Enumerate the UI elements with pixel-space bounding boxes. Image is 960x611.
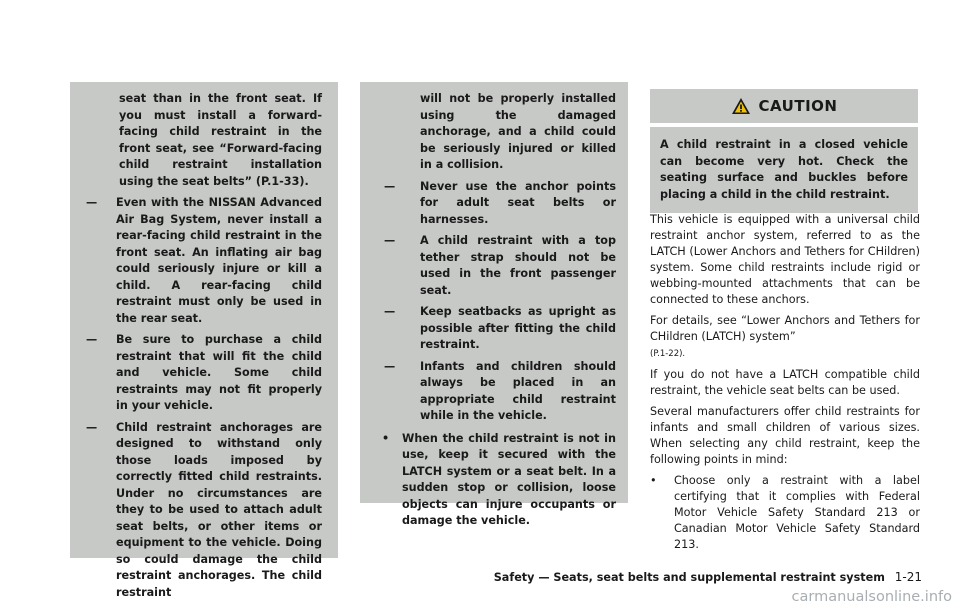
body-paragraph: Several manufacturers offer child restraints for infants and small children of various sizes. When selecting any child restraint, keep the following points in mind: — [650, 405, 920, 466]
warning-item-text: Child restraint anchorages are designed to withstand only those loads imposed by correctly fitted child restraints. Under no circumstances are they to be used to attach adult seat belts, or other items or equipment to the vehicle. Doing so could damage the child restraint anchorages. The child restraint — [116, 420, 322, 599]
page-number: 1-21 — [894, 570, 922, 584]
warning-triangle-icon — [731, 97, 751, 115]
dash-marker: — — [86, 196, 98, 209]
dash-marker: — — [384, 179, 396, 193]
body-paragraph: If you do not have a LATCH compatible child restraint, the vehicle seat belts can be used. — [650, 368, 920, 397]
warning-dash-item — [86, 195, 322, 327]
dash-marker: — — [86, 333, 98, 346]
warning-item-text: Never use the anchor points for adult seat belts or harnesses. — [420, 179, 616, 226]
warning-dash-item — [86, 332, 322, 415]
warning-panel-middle — [360, 82, 628, 527]
warning-item-text: Infants and children should always be placed in an appropriate child restraint while in the vehicle. — [420, 359, 616, 422]
warning-dash-item — [372, 179, 616, 229]
warning-item-text: Keep seatbacks as upright as possible after fitting the child restraint. — [420, 305, 616, 351]
warning-dash-item — [86, 420, 322, 602]
warning-dash-item — [372, 359, 616, 425]
watermark-text: carmanualsonline.info — [791, 589, 952, 605]
caution-body — [650, 127, 918, 213]
page-reference: (P.1-22). — [650, 349, 686, 359]
warning-panel-left — [70, 82, 338, 599]
caution-title: CAUTION — [758, 97, 838, 115]
warning-dash-item — [372, 304, 616, 354]
caution-header — [650, 89, 918, 123]
warning-continuation-text: seat than in the front seat. If you must install a forward-facing child restraint in the front seat, see “Forward-facing child restraint installation using the seat belts” (P.1-33). — [119, 92, 322, 188]
warning-continuation-text: will not be properly installed using the damaged anchorage, and a child could be seriously injured or killed in a collision. — [420, 92, 616, 171]
warning-bullet-item — [372, 431, 616, 530]
body-paragraph: This vehicle is equipped with a universal child restraint anchor system, referred to as the LATCH (Lower Anchors and Tethers for CHildren) system. Some child restraints include rigid or webbing-mounted attachments that can be connected to these anchors. — [650, 213, 920, 306]
dash-marker: — — [384, 359, 396, 373]
body-text-column — [650, 212, 920, 553]
body-bullet-text: Choose only a restraint with a label certifying that it complies with Federal Motor Vehicle Safety Standard 213 or Canadian Motor Vehicle Safety Standard 213. — [674, 474, 920, 551]
caution-block — [650, 89, 918, 213]
dash-marker: — — [384, 234, 396, 247]
warning-item-text: Be sure to purchase a child restraint that will fit the child and vehicle. Some child restraints may not fit properly in your vehicle. — [116, 333, 322, 412]
warning-dash-item — [372, 233, 616, 299]
page-footer — [494, 570, 922, 584]
caution-text: A child restraint in a closed vehicle can become very hot. Check the seating surface and buckles before placing a child in the child restraint. — [660, 138, 908, 201]
warning-item-text: A child restraint with a top tether strap should not be used in the front passenger seat. — [420, 234, 616, 297]
bullet-marker: • — [650, 474, 657, 487]
dash-marker: — — [86, 420, 98, 434]
body-paragraph-text: For details, see “Lower Anchors and Tethers for CHildren (LATCH) system” — [650, 314, 920, 343]
footer-section-title: Safety — Seats, seat belts and supplemental restraint system — [493, 571, 885, 584]
body-paragraph-with-ref — [650, 313, 920, 362]
bullet-marker: • — [382, 431, 390, 445]
body-bullet-item — [650, 473, 920, 553]
warning-item-text: When the child restraint is not in use, keep it secured with the LATCH system or a seat belt. In a sudden stop or collision, loose objects can injure occupants or damage the vehicle. — [402, 431, 616, 527]
warning-item-text: Even with the NISSAN Advanced Air Bag System, never install a rear-facing child restraint in the front seat. An inflating air bag could seriously injure or kill a child. A rear-facing child restraint must only be used in the rear seat. — [116, 196, 322, 325]
dash-marker: — — [384, 305, 396, 318]
